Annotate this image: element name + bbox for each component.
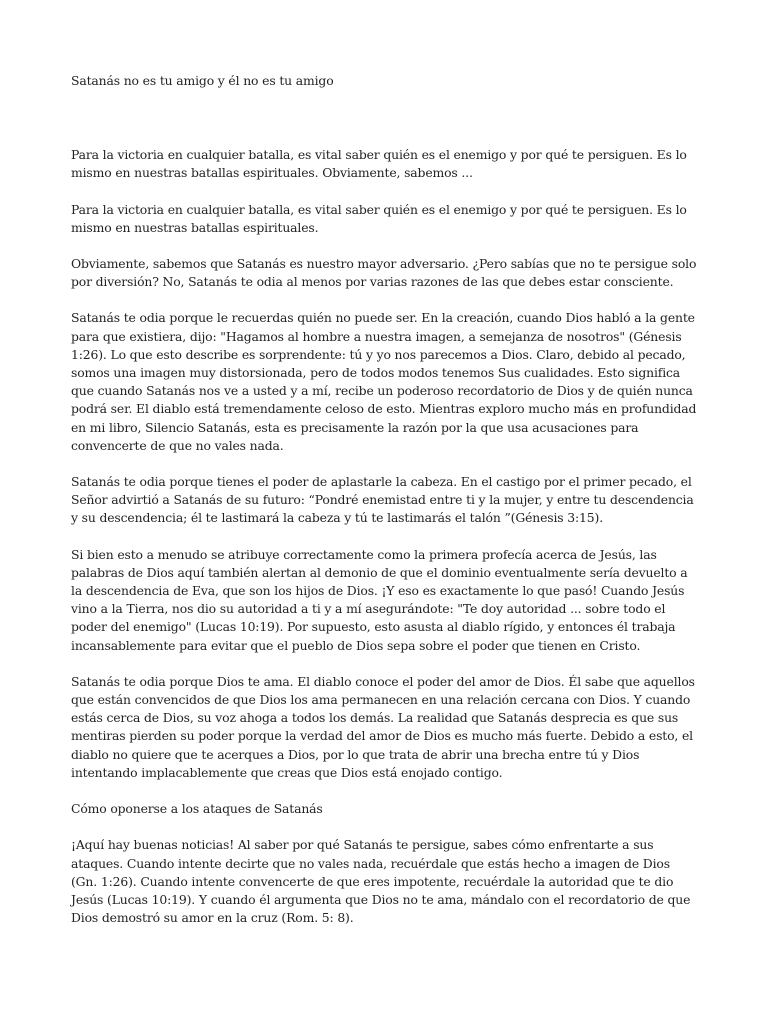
paragraph-summary: Para la victoria en cualquier batalla, es vital saber quién es el enemigo y por qué te persiguen. Es lo mismo en nuestras batallas espirituales. Obviamente, sabemos ...	[71, 147, 687, 181]
document-title: Satanás no es tu amigo y él no es tu amigo	[71, 73, 334, 88]
paragraph-good-news: ¡Aquí hay buenas noticias! Al saber por qué Satanás te persigue, sabes cómo enfrentarte a sus ataques. Cuando intente decirte que no vales nada, recuérdale que estás hecho a imagen de Dios (Gn. 1:26). Cuando intente convencerte de que eres impotente, recuérdale la autoridad que te dio Jesús (Lucas 10:19). Y cuando él argumenta que Dios no te ama, mándalo con el recordatorio de que Dios demostró su amor en la cruz (Rom. 5: 8).	[71, 837, 691, 926]
paragraph-intro: Para la victoria en cualquier batalla, es vital saber quién es el enemigo y por qué te persiguen. Es lo mismo en nuestras batallas espirituales.	[71, 201, 687, 235]
paragraph-image-of-god: Satanás te odia porque le recuerdas quién no puede ser. En la creación, cuando Dios habló a la gente para que existiera, dijo: "Hagamos al hombre a nuestra imagen, a semejanza de nosotros" (Génesis 1:26). Lo que esto describe es sorprendente: tú y yo nos parecemos a Dios. Claro, debido al pecado, somos una imagen muy distorsionada, pero de todos modos tenemos Sus cualidades. Esto significa que cuando Satanás nos ve a usted y a mí, recibe un poderoso recordatorio de Dios y de quién nunca podrá ser. El diablo está tremendamente celoso de esto. Mientras exploro mucho más en profundidad en mi libro, Silencio Satanás, esta es precisamente la razón por la que usa acusaciones para convencerte de que no vales nada.	[71, 310, 697, 453]
paragraph-crush-head: Satanás te odia porque tienes el poder de aplastarle la cabeza. En el castigo por el primer pecado, el Señor advirtió a Satanás de su futuro: “Pondré enemistad entre ti y la mujer, y entre tu descendencia y su descendencia; él te lastimará la cabeza y tú te lastimarás el talón ”(Génesis 3:15).	[71, 474, 694, 526]
paragraph-adversary: Obviamente, sabemos que Satanás es nuestro mayor adversario. ¿Pero sabías que no te persigue solo por diversión? No, Satanás te odia al menos por varias razones de las que debes estar consciente.	[71, 256, 697, 290]
paragraph-god-loves-you: Satanás te odia porque Dios te ama. El diablo conoce el poder del amor de Dios. Él sabe que aquellos que están convencidos de que Dios los ama permanecen en una relación cercana con Dios. Y cuando estás cerca de Dios, su voz ahoga a todos los demás. La realidad que Satanás desprecia es que sus mentiras pierden su poder porque la verdad del amor de Dios es mucho más fuerte. Debido a esto, el diablo no quiere que te acerques a Dios, por lo que trata de abrir una brecha entre tú y Dios intentando implacablemente que creas que Dios está enojado contigo.	[71, 673, 695, 780]
paragraph-prophecy: Si bien esto a menudo se atribuye correctamente como la primera profecía acerca de Jesús, las palabras de Dios aquí también alertan al demonio de que el dominio eventualmente sería devuelto a la descendencia de Eva, que son los hijos de Dios. ¡Y eso es exactamente lo que pasó! Cuando Jesús vino a la Tierra, nos dio su autoridad a ti y a mí asegurándote: "Te doy autoridad ... sobre todo el poder del enemigo" (Lucas 10:19). Por supuesto, esto asusta al diablo rígido, y entonces él trabaja incansablemente para evitar que el pueblo de Dios sepa sobre el poder que tienen en Cristo.	[71, 546, 688, 653]
document-page	[71, 72, 699, 945]
section-subheading: Cómo oponerse a los ataques de Satanás	[71, 801, 323, 817]
